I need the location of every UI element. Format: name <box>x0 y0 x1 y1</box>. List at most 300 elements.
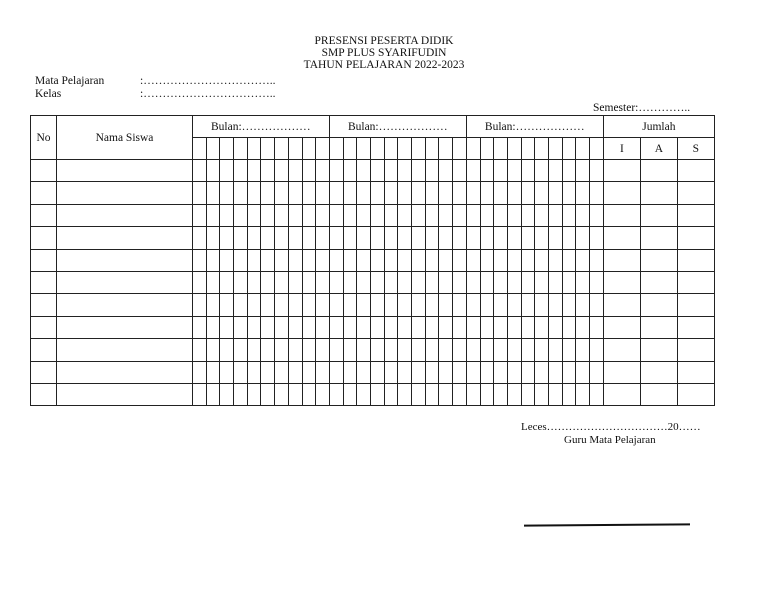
attendance-cell[interactable] <box>640 182 677 204</box>
attendance-cell[interactable] <box>206 316 220 338</box>
attendance-cell[interactable] <box>562 361 576 383</box>
attendance-cell[interactable] <box>329 316 343 338</box>
attendance-cell[interactable] <box>425 204 439 226</box>
attendance-cell[interactable] <box>562 294 576 316</box>
attendance-cell[interactable] <box>466 204 480 226</box>
attendance-cell[interactable] <box>590 160 604 182</box>
student-name-cell[interactable] <box>57 294 193 316</box>
attendance-cell[interactable] <box>206 339 220 361</box>
attendance-cell[interactable] <box>247 339 261 361</box>
attendance-cell[interactable] <box>343 383 357 405</box>
attendance-cell[interactable] <box>357 271 371 293</box>
attendance-cell[interactable] <box>343 160 357 182</box>
attendance-cell[interactable] <box>562 182 576 204</box>
attendance-cell[interactable] <box>562 227 576 249</box>
attendance-cell[interactable] <box>329 249 343 271</box>
attendance-cell[interactable] <box>329 227 343 249</box>
attendance-cell[interactable] <box>412 271 426 293</box>
attendance-cell[interactable] <box>603 227 640 249</box>
attendance-cell[interactable] <box>371 227 385 249</box>
attendance-cell[interactable] <box>329 182 343 204</box>
attendance-cell[interactable] <box>535 294 549 316</box>
attendance-cell[interactable] <box>316 294 330 316</box>
attendance-cell[interactable] <box>234 361 248 383</box>
attendance-cell[interactable] <box>206 271 220 293</box>
attendance-cell[interactable] <box>247 294 261 316</box>
attendance-cell[interactable] <box>193 271 207 293</box>
attendance-cell[interactable] <box>398 227 412 249</box>
row-number-cell[interactable] <box>31 316 57 338</box>
attendance-cell[interactable] <box>549 383 563 405</box>
attendance-cell[interactable] <box>521 271 535 293</box>
attendance-cell[interactable] <box>549 316 563 338</box>
attendance-cell[interactable] <box>603 271 640 293</box>
attendance-cell[interactable] <box>234 383 248 405</box>
attendance-cell[interactable] <box>425 361 439 383</box>
attendance-cell[interactable] <box>398 339 412 361</box>
attendance-cell[interactable] <box>220 271 234 293</box>
attendance-cell[interactable] <box>439 361 453 383</box>
attendance-cell[interactable] <box>535 204 549 226</box>
attendance-cell[interactable] <box>234 204 248 226</box>
attendance-cell[interactable] <box>316 361 330 383</box>
attendance-cell[interactable] <box>384 249 398 271</box>
attendance-cell[interactable] <box>494 271 508 293</box>
attendance-cell[interactable] <box>603 182 640 204</box>
attendance-cell[interactable] <box>453 316 467 338</box>
attendance-cell[interactable] <box>677 204 714 226</box>
attendance-cell[interactable] <box>343 361 357 383</box>
attendance-cell[interactable] <box>507 227 521 249</box>
attendance-cell[interactable] <box>677 182 714 204</box>
attendance-cell[interactable] <box>412 182 426 204</box>
attendance-cell[interactable] <box>220 227 234 249</box>
attendance-cell[interactable] <box>507 204 521 226</box>
attendance-cell[interactable] <box>507 160 521 182</box>
attendance-cell[interactable] <box>590 361 604 383</box>
attendance-cell[interactable] <box>453 271 467 293</box>
attendance-cell[interactable] <box>640 383 677 405</box>
attendance-cell[interactable] <box>576 204 590 226</box>
student-name-cell[interactable] <box>57 361 193 383</box>
attendance-cell[interactable] <box>247 271 261 293</box>
attendance-cell[interactable] <box>302 182 316 204</box>
attendance-cell[interactable] <box>316 316 330 338</box>
attendance-cell[interactable] <box>371 339 385 361</box>
attendance-cell[interactable] <box>193 227 207 249</box>
attendance-cell[interactable] <box>357 204 371 226</box>
attendance-cell[interactable] <box>439 316 453 338</box>
attendance-cell[interactable] <box>371 294 385 316</box>
attendance-cell[interactable] <box>275 361 289 383</box>
attendance-cell[interactable] <box>343 339 357 361</box>
attendance-cell[interactable] <box>562 339 576 361</box>
attendance-cell[interactable] <box>384 271 398 293</box>
attendance-cell[interactable] <box>234 249 248 271</box>
attendance-cell[interactable] <box>521 383 535 405</box>
attendance-cell[interactable] <box>247 204 261 226</box>
attendance-cell[interactable] <box>494 227 508 249</box>
attendance-cell[interactable] <box>640 271 677 293</box>
attendance-cell[interactable] <box>343 249 357 271</box>
attendance-cell[interactable] <box>590 227 604 249</box>
attendance-cell[interactable] <box>384 383 398 405</box>
attendance-cell[interactable] <box>261 182 275 204</box>
attendance-cell[interactable] <box>329 204 343 226</box>
attendance-cell[interactable] <box>234 271 248 293</box>
attendance-cell[interactable] <box>576 271 590 293</box>
attendance-cell[interactable] <box>425 271 439 293</box>
attendance-cell[interactable] <box>288 339 302 361</box>
attendance-cell[interactable] <box>220 249 234 271</box>
attendance-cell[interactable] <box>288 182 302 204</box>
attendance-cell[interactable] <box>275 383 289 405</box>
row-number-cell[interactable] <box>31 182 57 204</box>
attendance-cell[interactable] <box>466 227 480 249</box>
attendance-cell[interactable] <box>288 204 302 226</box>
attendance-cell[interactable] <box>398 160 412 182</box>
attendance-cell[interactable] <box>494 182 508 204</box>
attendance-cell[interactable] <box>206 204 220 226</box>
attendance-cell[interactable] <box>193 361 207 383</box>
attendance-cell[interactable] <box>494 204 508 226</box>
attendance-cell[interactable] <box>590 271 604 293</box>
attendance-cell[interactable] <box>412 316 426 338</box>
attendance-cell[interactable] <box>480 204 494 226</box>
attendance-cell[interactable] <box>371 249 385 271</box>
attendance-cell[interactable] <box>357 339 371 361</box>
attendance-cell[interactable] <box>384 339 398 361</box>
attendance-cell[interactable] <box>193 316 207 338</box>
attendance-cell[interactable] <box>425 339 439 361</box>
attendance-cell[interactable] <box>261 204 275 226</box>
attendance-cell[interactable] <box>261 294 275 316</box>
attendance-cell[interactable] <box>466 249 480 271</box>
attendance-cell[interactable] <box>193 204 207 226</box>
row-number-cell[interactable] <box>31 160 57 182</box>
attendance-cell[interactable] <box>466 383 480 405</box>
attendance-cell[interactable] <box>494 249 508 271</box>
attendance-cell[interactable] <box>275 204 289 226</box>
attendance-cell[interactable] <box>521 249 535 271</box>
attendance-cell[interactable] <box>603 160 640 182</box>
attendance-cell[interactable] <box>275 182 289 204</box>
attendance-cell[interactable] <box>288 361 302 383</box>
attendance-cell[interactable] <box>521 204 535 226</box>
attendance-cell[interactable] <box>640 361 677 383</box>
attendance-cell[interactable] <box>371 383 385 405</box>
attendance-cell[interactable] <box>302 361 316 383</box>
attendance-cell[interactable] <box>453 383 467 405</box>
attendance-cell[interactable] <box>316 271 330 293</box>
attendance-cell[interactable] <box>535 271 549 293</box>
attendance-cell[interactable] <box>412 227 426 249</box>
attendance-cell[interactable] <box>302 249 316 271</box>
attendance-cell[interactable] <box>302 339 316 361</box>
attendance-cell[interactable] <box>521 361 535 383</box>
attendance-cell[interactable] <box>576 316 590 338</box>
attendance-cell[interactable] <box>357 294 371 316</box>
attendance-cell[interactable] <box>439 227 453 249</box>
attendance-cell[interactable] <box>206 294 220 316</box>
attendance-cell[interactable] <box>535 227 549 249</box>
attendance-cell[interactable] <box>357 361 371 383</box>
attendance-cell[interactable] <box>343 316 357 338</box>
attendance-cell[interactable] <box>640 339 677 361</box>
attendance-cell[interactable] <box>206 227 220 249</box>
attendance-cell[interactable] <box>288 160 302 182</box>
attendance-cell[interactable] <box>590 294 604 316</box>
attendance-cell[interactable] <box>562 249 576 271</box>
attendance-cell[interactable] <box>507 271 521 293</box>
attendance-cell[interactable] <box>193 383 207 405</box>
attendance-cell[interactable] <box>562 383 576 405</box>
attendance-cell[interactable] <box>590 316 604 338</box>
attendance-cell[interactable] <box>439 294 453 316</box>
attendance-cell[interactable] <box>590 339 604 361</box>
attendance-cell[interactable] <box>316 249 330 271</box>
attendance-cell[interactable] <box>261 160 275 182</box>
attendance-cell[interactable] <box>384 361 398 383</box>
attendance-cell[interactable] <box>371 316 385 338</box>
attendance-cell[interactable] <box>439 204 453 226</box>
attendance-cell[interactable] <box>466 361 480 383</box>
attendance-cell[interactable] <box>193 339 207 361</box>
attendance-cell[interactable] <box>453 160 467 182</box>
attendance-cell[interactable] <box>398 383 412 405</box>
attendance-cell[interactable] <box>507 361 521 383</box>
attendance-cell[interactable] <box>494 316 508 338</box>
attendance-cell[interactable] <box>220 316 234 338</box>
student-name-cell[interactable] <box>57 339 193 361</box>
attendance-cell[interactable] <box>275 271 289 293</box>
row-number-cell[interactable] <box>31 227 57 249</box>
attendance-cell[interactable] <box>480 316 494 338</box>
attendance-cell[interactable] <box>466 316 480 338</box>
attendance-cell[interactable] <box>603 383 640 405</box>
attendance-cell[interactable] <box>507 339 521 361</box>
attendance-cell[interactable] <box>288 316 302 338</box>
attendance-cell[interactable] <box>480 227 494 249</box>
attendance-cell[interactable] <box>343 182 357 204</box>
attendance-cell[interactable] <box>480 160 494 182</box>
attendance-cell[interactable] <box>220 182 234 204</box>
attendance-cell[interactable] <box>521 160 535 182</box>
attendance-cell[interactable] <box>677 361 714 383</box>
attendance-cell[interactable] <box>412 383 426 405</box>
row-number-cell[interactable] <box>31 361 57 383</box>
attendance-cell[interactable] <box>275 249 289 271</box>
attendance-cell[interactable] <box>288 271 302 293</box>
attendance-cell[interactable] <box>384 182 398 204</box>
attendance-cell[interactable] <box>576 294 590 316</box>
attendance-cell[interactable] <box>425 316 439 338</box>
attendance-cell[interactable] <box>640 316 677 338</box>
attendance-cell[interactable] <box>398 316 412 338</box>
attendance-cell[interactable] <box>494 160 508 182</box>
attendance-cell[interactable] <box>412 160 426 182</box>
attendance-cell[interactable] <box>562 316 576 338</box>
attendance-cell[interactable] <box>398 182 412 204</box>
attendance-cell[interactable] <box>535 383 549 405</box>
attendance-cell[interactable] <box>466 160 480 182</box>
attendance-cell[interactable] <box>494 294 508 316</box>
attendance-cell[interactable] <box>261 227 275 249</box>
attendance-cell[interactable] <box>234 294 248 316</box>
attendance-cell[interactable] <box>412 361 426 383</box>
attendance-cell[interactable] <box>261 383 275 405</box>
attendance-cell[interactable] <box>302 227 316 249</box>
attendance-cell[interactable] <box>576 361 590 383</box>
attendance-cell[interactable] <box>640 294 677 316</box>
attendance-cell[interactable] <box>480 361 494 383</box>
attendance-cell[interactable] <box>343 227 357 249</box>
attendance-cell[interactable] <box>603 361 640 383</box>
attendance-cell[interactable] <box>549 204 563 226</box>
attendance-cell[interactable] <box>480 182 494 204</box>
attendance-cell[interactable] <box>275 316 289 338</box>
attendance-cell[interactable] <box>302 271 316 293</box>
attendance-cell[interactable] <box>507 383 521 405</box>
attendance-cell[interactable] <box>302 204 316 226</box>
row-number-cell[interactable] <box>31 383 57 405</box>
attendance-cell[interactable] <box>494 361 508 383</box>
attendance-cell[interactable] <box>439 182 453 204</box>
attendance-cell[interactable] <box>453 204 467 226</box>
attendance-cell[interactable] <box>640 204 677 226</box>
attendance-cell[interactable] <box>677 383 714 405</box>
attendance-cell[interactable] <box>275 160 289 182</box>
attendance-cell[interactable] <box>576 160 590 182</box>
attendance-cell[interactable] <box>677 271 714 293</box>
attendance-cell[interactable] <box>535 339 549 361</box>
attendance-cell[interactable] <box>193 249 207 271</box>
attendance-cell[interactable] <box>521 294 535 316</box>
attendance-cell[interactable] <box>288 249 302 271</box>
attendance-cell[interactable] <box>535 182 549 204</box>
attendance-cell[interactable] <box>640 227 677 249</box>
attendance-cell[interactable] <box>384 160 398 182</box>
attendance-cell[interactable] <box>507 249 521 271</box>
attendance-cell[interactable] <box>329 339 343 361</box>
attendance-cell[interactable] <box>480 294 494 316</box>
attendance-cell[interactable] <box>288 294 302 316</box>
attendance-cell[interactable] <box>425 160 439 182</box>
attendance-cell[interactable] <box>288 227 302 249</box>
attendance-cell[interactable] <box>247 160 261 182</box>
attendance-cell[interactable] <box>562 160 576 182</box>
attendance-cell[interactable] <box>357 227 371 249</box>
attendance-cell[interactable] <box>439 383 453 405</box>
attendance-cell[interactable] <box>193 294 207 316</box>
attendance-cell[interactable] <box>247 316 261 338</box>
attendance-cell[interactable] <box>521 182 535 204</box>
attendance-cell[interactable] <box>677 316 714 338</box>
attendance-cell[interactable] <box>425 249 439 271</box>
attendance-cell[interactable] <box>412 204 426 226</box>
attendance-cell[interactable] <box>549 294 563 316</box>
row-number-cell[interactable] <box>31 204 57 226</box>
attendance-cell[interactable] <box>275 294 289 316</box>
attendance-cell[interactable] <box>640 160 677 182</box>
attendance-cell[interactable] <box>494 383 508 405</box>
attendance-cell[interactable] <box>234 160 248 182</box>
attendance-cell[interactable] <box>371 361 385 383</box>
attendance-cell[interactable] <box>576 227 590 249</box>
attendance-cell[interactable] <box>535 361 549 383</box>
attendance-cell[interactable] <box>206 249 220 271</box>
attendance-cell[interactable] <box>590 182 604 204</box>
attendance-cell[interactable] <box>398 271 412 293</box>
attendance-cell[interactable] <box>247 227 261 249</box>
attendance-cell[interactable] <box>316 182 330 204</box>
attendance-cell[interactable] <box>677 227 714 249</box>
attendance-cell[interactable] <box>343 271 357 293</box>
row-number-cell[interactable] <box>31 271 57 293</box>
attendance-cell[interactable] <box>384 204 398 226</box>
student-name-cell[interactable] <box>57 204 193 226</box>
attendance-cell[interactable] <box>425 383 439 405</box>
attendance-cell[interactable] <box>466 339 480 361</box>
attendance-cell[interactable] <box>453 294 467 316</box>
student-name-cell[interactable] <box>57 271 193 293</box>
attendance-cell[interactable] <box>234 182 248 204</box>
attendance-cell[interactable] <box>275 339 289 361</box>
attendance-cell[interactable] <box>466 294 480 316</box>
attendance-cell[interactable] <box>384 227 398 249</box>
attendance-cell[interactable] <box>302 316 316 338</box>
attendance-cell[interactable] <box>329 361 343 383</box>
attendance-cell[interactable] <box>302 383 316 405</box>
attendance-cell[interactable] <box>549 160 563 182</box>
attendance-cell[interactable] <box>466 271 480 293</box>
student-name-cell[interactable] <box>57 316 193 338</box>
attendance-cell[interactable] <box>562 204 576 226</box>
attendance-cell[interactable] <box>343 294 357 316</box>
attendance-cell[interactable] <box>521 227 535 249</box>
attendance-cell[interactable] <box>220 383 234 405</box>
attendance-cell[interactable] <box>384 316 398 338</box>
attendance-cell[interactable] <box>521 316 535 338</box>
attendance-cell[interactable] <box>507 182 521 204</box>
attendance-cell[interactable] <box>220 294 234 316</box>
attendance-cell[interactable] <box>398 294 412 316</box>
attendance-cell[interactable] <box>357 383 371 405</box>
attendance-cell[interactable] <box>535 249 549 271</box>
attendance-cell[interactable] <box>677 249 714 271</box>
attendance-cell[interactable] <box>507 316 521 338</box>
attendance-cell[interactable] <box>206 160 220 182</box>
attendance-cell[interactable] <box>329 383 343 405</box>
attendance-cell[interactable] <box>439 160 453 182</box>
attendance-cell[interactable] <box>247 182 261 204</box>
attendance-cell[interactable] <box>535 316 549 338</box>
attendance-cell[interactable] <box>302 160 316 182</box>
attendance-cell[interactable] <box>480 249 494 271</box>
attendance-cell[interactable] <box>261 361 275 383</box>
attendance-cell[interactable] <box>576 383 590 405</box>
attendance-cell[interactable] <box>453 182 467 204</box>
attendance-cell[interactable] <box>261 316 275 338</box>
attendance-cell[interactable] <box>603 316 640 338</box>
student-name-cell[interactable] <box>57 383 193 405</box>
attendance-cell[interactable] <box>425 294 439 316</box>
attendance-cell[interactable] <box>398 361 412 383</box>
attendance-cell[interactable] <box>677 339 714 361</box>
attendance-cell[interactable] <box>590 204 604 226</box>
attendance-cell[interactable] <box>371 271 385 293</box>
attendance-cell[interactable] <box>329 271 343 293</box>
